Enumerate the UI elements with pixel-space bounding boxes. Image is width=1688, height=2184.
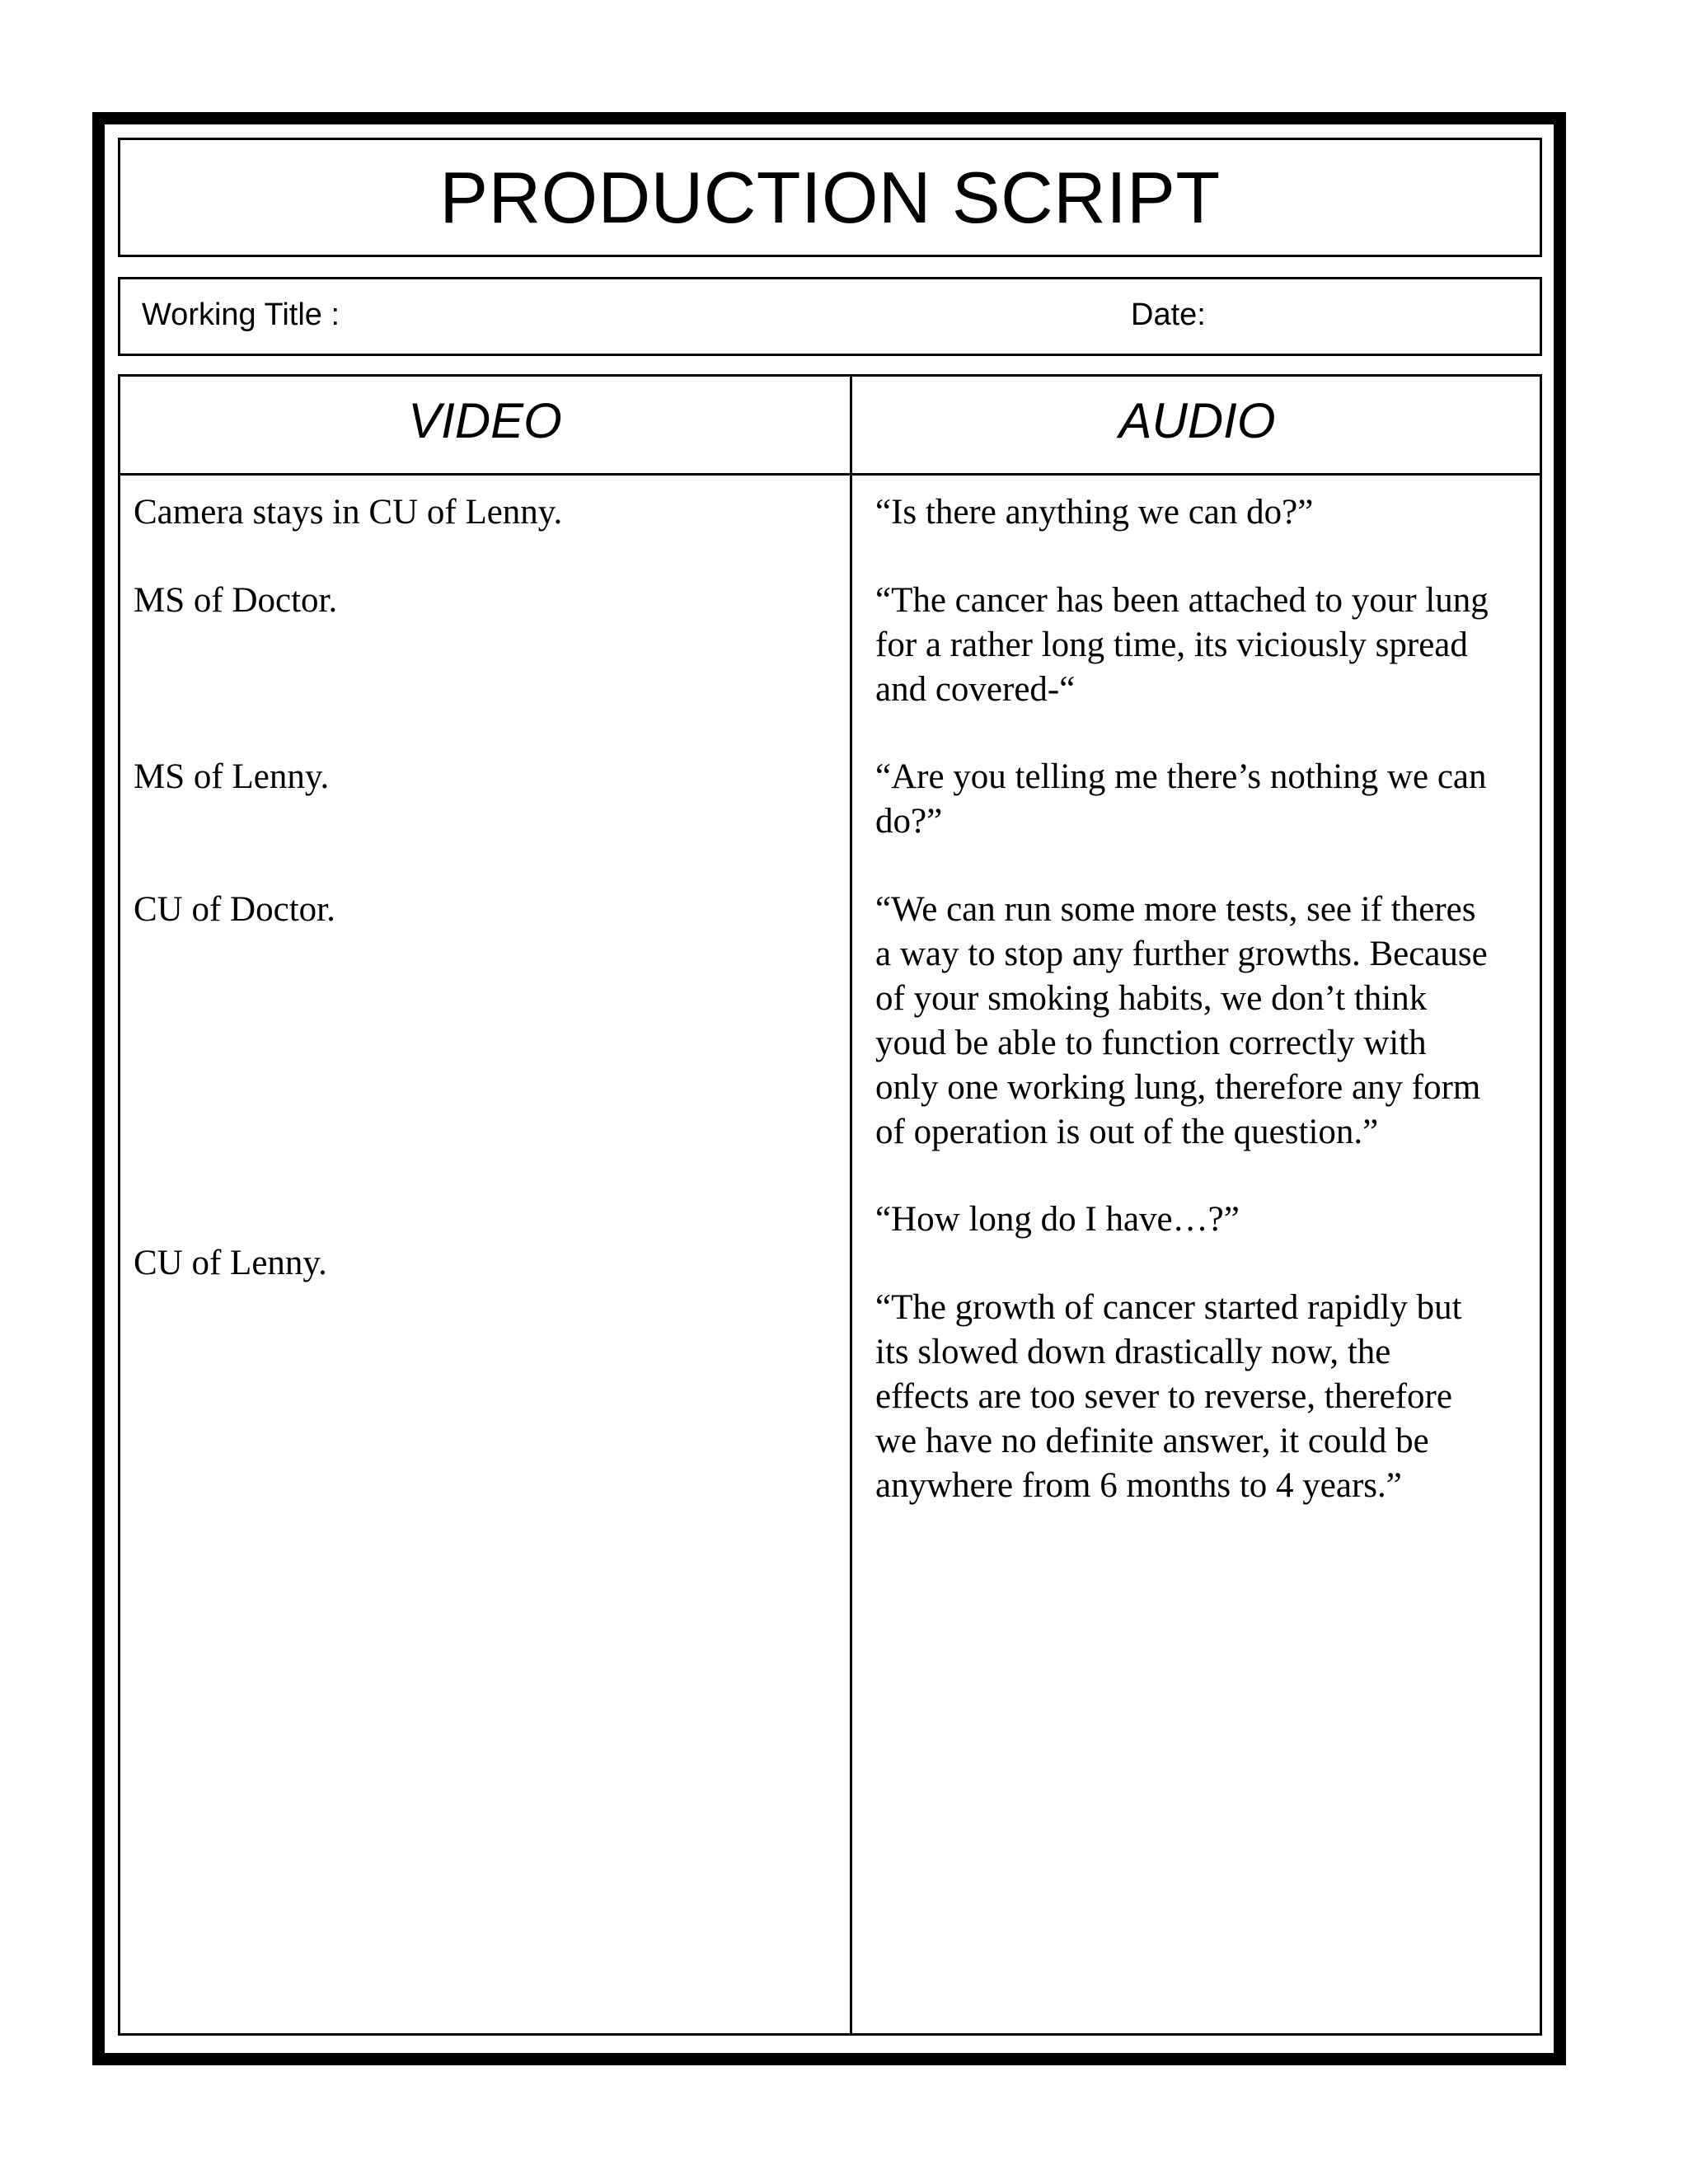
info-row — [118, 277, 1542, 356]
audio-line: we have no definite answer, it could be — [875, 1422, 1429, 1460]
audio-line: only one working lung, therefore any form — [875, 1068, 1481, 1107]
video-cue: MS of Lenny. — [134, 757, 330, 796]
audio-line: a way to stop any further growths. Because — [875, 935, 1488, 973]
working-title-label: Working Title : — [142, 298, 340, 332]
audio-line: “How long do I have…?” — [875, 1200, 1240, 1239]
audio-line-block — [875, 888, 1526, 1155]
audio-line: and covered-“ — [875, 670, 1076, 709]
audio-line: “We can run some more tests, see if theres — [875, 890, 1476, 929]
audio-line: “The growth of cancer started rapidly but — [875, 1288, 1462, 1327]
audio-line: for a rather long time, its viciously spread — [875, 626, 1468, 664]
video-cue: Camera stays in CU of Lenny. — [134, 493, 563, 532]
audio-line: youd be able to function correctly with — [875, 1024, 1427, 1062]
header-divider — [120, 473, 1540, 476]
audio-line: “The cancer has been attached to your lung — [875, 581, 1489, 620]
audio-line: its slowed down drastically now, the — [875, 1333, 1391, 1371]
title-box — [118, 138, 1542, 257]
video-cue: CU of Lenny. — [134, 1244, 327, 1282]
audio-line-block — [875, 1197, 1526, 1242]
audio-line: do?” — [875, 802, 943, 841]
audio-line: “Are you telling me there’s nothing we can — [875, 757, 1487, 796]
audio-column-header: AUDIO — [1118, 393, 1276, 448]
video-cue: MS of Doctor. — [134, 581, 338, 620]
video-cue: CU of Doctor. — [134, 890, 335, 929]
audio-line: effects are too sever to reverse, therefore — [875, 1377, 1452, 1416]
audio-line: of operation is out of the question.” — [875, 1113, 1379, 1151]
audio-line: of your smoking habits, we don’t think — [875, 979, 1428, 1018]
audio-line-block — [875, 1286, 1526, 1508]
video-column-header: VIDEO — [408, 393, 562, 448]
audio-line: “Is there anything we can do?” — [875, 493, 1314, 532]
audio-line-block — [875, 490, 1526, 535]
page-title: PRODUCTION SCRIPT — [439, 157, 1221, 238]
audio-line-block — [875, 755, 1526, 844]
date-label: Date: — [1131, 298, 1206, 332]
column-divider — [850, 377, 852, 2033]
audio-line: anywhere from 6 months to 4 years.” — [875, 1466, 1402, 1505]
audio-line-block — [875, 579, 1526, 712]
